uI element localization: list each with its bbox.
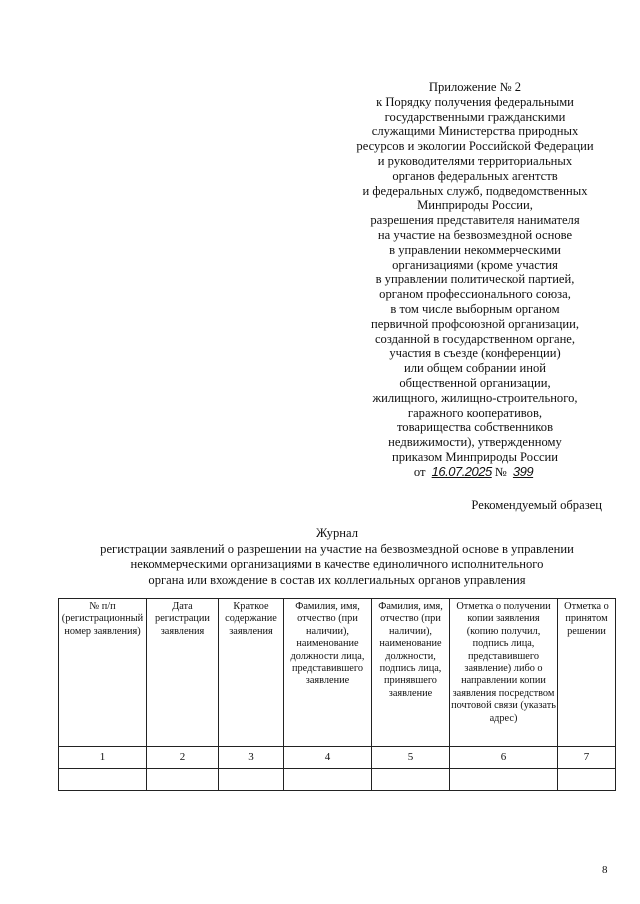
- appendix-line: или общем собрании иной: [403, 361, 547, 376]
- table-cell: [147, 769, 219, 791]
- appendix-line: органов федеральных агентств: [392, 168, 558, 183]
- appendix-line: гаражного кооперативов,: [407, 405, 543, 420]
- appendix-line: в том числе выборным органом: [390, 301, 560, 316]
- appendix-line: в управлении политической партией,: [375, 272, 575, 287]
- column-header: Фамилия, имя, отчество (при наличии), наименование должности лица, представившего заявление: [284, 599, 372, 747]
- appendix-line: органом профессионального союза,: [379, 287, 571, 302]
- page-number: 8: [602, 864, 608, 876]
- order-date-handwritten: 16.07.2025: [431, 463, 492, 479]
- journal-title: [40, 526, 634, 588]
- appendix-line: приказом Минприроды России: [391, 449, 559, 464]
- appendix-line: организациями (кроме участия: [392, 257, 558, 272]
- table-cell: [558, 769, 616, 791]
- appendix-line: государственными гражданскими: [384, 109, 566, 124]
- column-number: 5: [372, 747, 450, 769]
- order-prefix: от: [413, 464, 426, 479]
- table-cell: [219, 769, 284, 791]
- table-cell: [372, 769, 450, 791]
- appendix-line: ресурсов и экологии Российской Федерации: [356, 139, 594, 154]
- table-number-row: [59, 747, 616, 769]
- table-cell: [284, 769, 372, 791]
- appendix-header: [330, 80, 620, 480]
- order-number-label: №: [494, 464, 507, 479]
- column-header: Отметка о получении копии заявления (копию получил, подпись лица, представившего заявление) либо о направлении копии заявления посредством почтовой связи (указать адрес): [450, 599, 558, 747]
- appendix-line: Минприроды России,: [417, 198, 533, 213]
- appendix-line: служащими Министерства природных: [371, 124, 579, 139]
- column-header: Краткое содержание заявления: [219, 599, 284, 747]
- journal-subtitle-line: органа или вхождение в состав их коллегиальных органов управления: [148, 572, 526, 587]
- appendix-line: жилищного, жилищно-строительного,: [372, 390, 578, 405]
- table-cell: [450, 769, 558, 791]
- appendix-line: на участие на безвозмездной основе: [377, 227, 573, 242]
- appendix-line: первичной профсоюзной организации,: [370, 316, 580, 331]
- appendix-line: разрешения представителя нанимателя: [370, 213, 580, 228]
- column-number: 3: [219, 747, 284, 769]
- journal-heading: Журнал: [316, 526, 358, 540]
- column-header: Фамилия, имя, отчество (при наличии), наименование должности, подпись лица, принявшего заявление: [372, 599, 450, 747]
- appendix-line: в управлении некоммерческими: [389, 242, 561, 257]
- column-number: 4: [284, 747, 372, 769]
- journal-subtitle-line: регистрации заявлений о разрешении на участие на безвозмездной основе в управлении: [100, 541, 574, 556]
- column-number: 1: [59, 747, 147, 769]
- column-number: 7: [558, 747, 616, 769]
- column-header: Дата регистрации заявления: [147, 599, 219, 747]
- journal-subtitle-line: некоммерческими организациями в качестве единоличного исполнительного: [130, 557, 544, 572]
- appendix-line: и федеральных служб, подведомственных: [362, 183, 588, 198]
- table-row: [59, 769, 616, 791]
- order-number-handwritten: 399: [512, 463, 534, 479]
- column-number: 6: [450, 747, 558, 769]
- appendix-line: недвижимости), утвержденному: [388, 435, 562, 450]
- appendix-line: и руководителями территориальных: [377, 153, 573, 168]
- column-header: Отметка о принятом решении: [558, 599, 616, 747]
- appendix-line: к Порядку получения федеральными: [376, 94, 574, 109]
- table-cell: [59, 769, 147, 791]
- appendix-line: товарищества собственников: [396, 420, 554, 435]
- column-number: 2: [147, 747, 219, 769]
- order-line: [330, 465, 620, 480]
- column-header: № п/п (регистрационный номер заявления): [59, 599, 147, 747]
- appendix-line: участия в съезде (конференции): [389, 346, 561, 361]
- table-header-row: [59, 599, 616, 747]
- journal-table: [58, 598, 616, 791]
- appendix-line: Приложение № 2: [428, 80, 522, 94]
- appendix-line: общественной организации,: [399, 375, 551, 390]
- appendix-line: созданной в государственном органе,: [374, 331, 576, 346]
- sample-label: Рекомендуемый образец: [471, 498, 602, 512]
